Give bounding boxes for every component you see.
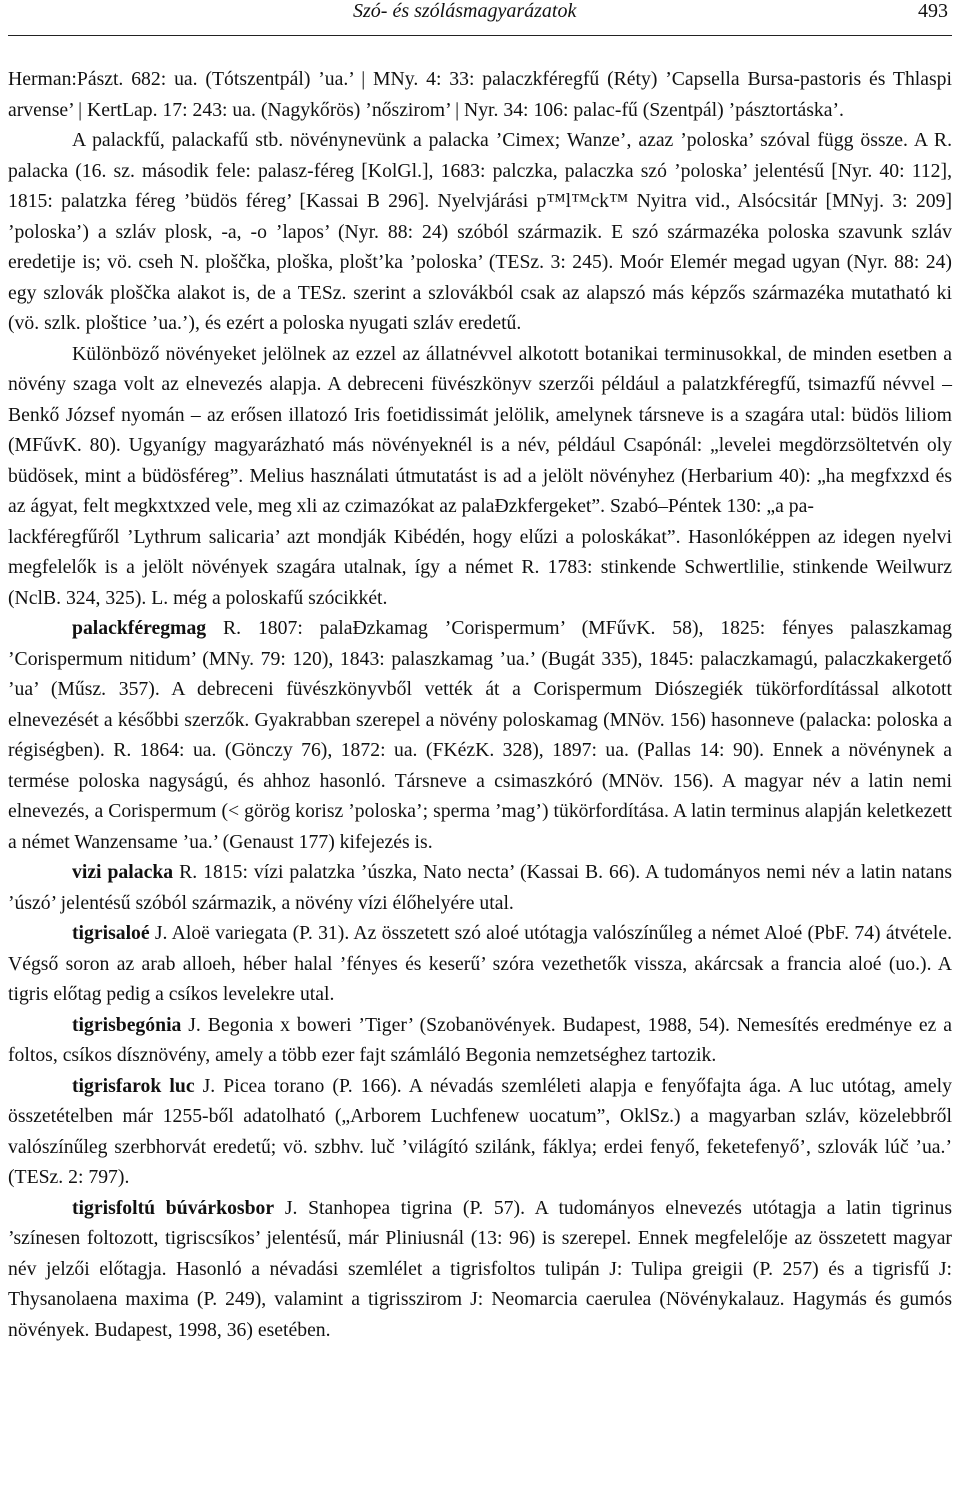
page-header — [8, 0, 952, 36]
entry-paragraph — [8, 1010, 952, 1071]
entry-paragraph — [8, 918, 952, 1010]
paragraph: A palackfű, palackafű stb. növénynevünk a palacka ’Cimex; Wanze’, azaz ’poloska’ szóval függ össze. A R. palacka (16. sz. második fele: palasz-féreg [KolGl.], 1683: palczka, palaczka szó ’poloska’ jelentésű [Nyr. 40: 112], 1815: palatzka féreg ’büdös féreg’ [Kassai B 296]. Nyelvjárási p™l™ck™ Nyitra vid., Alsócsitár [MNyj. 3: 209] ’poloska’) a szláv plosk, -a, -o ’lapos’ (Nyr. 88: 24) szóból származik. E szó származéka poloska szavunk szláv eredetije is; vö. cseh N. ploščka, ploška, plošt’ka ’poloska’ (TESz. 3: 245). Moór Elemér megad ugyan (Nyr. 88: 24) egy szlovák ploščka alakot is, de a TESz. szerint a szlovákból csak az alapszó más képzős származéka mutatható ki (vö. szlk. ploštice ’ua.’), és ezért a poloska nyugati szláv eredetű. — [8, 129, 952, 334]
entry-text: J. Picea torano (P. 166). A névadás szemléleti alapja e fenyőfajta ága. A luc utótag, amely összetételben már 1255-ből adatolható („Arborem Luchfenew uocatum”, OklSz.) a magyarban szláv, közelebbről valószínűleg szerbhorvát eredetű; vö. szbhv. luč ’világító szilánk, fáklya; erdei fenyő, feketefenyő’, szlovák lúč ’ua.’ (TESz. 2: 797). — [8, 1074, 952, 1188]
page-number: 493 — [918, 0, 948, 22]
entry-paragraph — [8, 613, 952, 857]
paragraph: Különböző növényeket jelölnek az ezzel az állatnévvel alkotott botanikai terminusokkal, de minden esetben a növény szaga volt az elnevezés alapja. A debreceni füvészkönyv szerzői például a palatzkféregfű, tsimazfű névvel – Benkő József nyomán – az erősen illatozó Iris foetidissimát jelölik, amelynek társneve is a szagára utal: büdös liliom (MFűvK. 80). Ugyanígy magyarázható más növényeknél is a név, például Csapónál: „levelei megdörzsöltetvén oly büdösek, mint a büdösféreg”. Melius használati útmutatást is ad a jelölt növényhez (Herbarium 40): „ha megfxzxd és az ágyat, felt megkxtxzed vele, meg xli az czimazókat az palaÐzkfergeket”. Szabó–Péntek 130: „a pa- — [8, 342, 952, 517]
entry-text: R. 1815: vízi palatzka ’úszka, Nato necta’ (Kassai B. 66). A tudományos nemi név a latin natans ’úszó’ jelentésű szóból származik, a növény vízi élőhelyére utal. — [8, 861, 952, 914]
paragraph: Herman:Pászt. 682: ua. (Tótszentpál) ’ua.’ | MNy. 4: 33: palaczkféregfű (Réty) ’Capsella Bursa-pastoris és Thlaspi arvense’ | KertLap. 17: 243: ua. (Nagykőrös) ’nőszirom’ | Nyr. 34: 106: palac-fű (Szentpál) ’pásztortáska’. — [8, 68, 952, 121]
entry-paragraph — [8, 1193, 952, 1346]
entry-headword: vizi palacka — [72, 861, 174, 883]
entry-headword: palackféregmag — [72, 617, 207, 639]
entry-text: J. Aloë variegata (P. 31). Az összetett szó aloé utótagja valószínűleg a német Aloé (PbF. 74) átvétele. Végső soron az arab alloeh, héber halal ’fényes és keserű’ szóra vezethetők vissza, akárcsak a francia aloé (uo.). A tigris előtag pedig a csíkos levelekre utal. — [8, 922, 952, 1005]
main-text — [8, 64, 952, 1345]
entry-headword: tigrisbegónia — [72, 1013, 182, 1036]
entry-headword: tigrisaloé — [72, 922, 150, 944]
entry-text: J. Begonia x boweri ’Tiger’ (Szobanövények. Budapest, 1988, 54). Nemesítés eredménye ez a foltos, csíkos dísznövény, amely a több ezer fajt számláló Begonia nemzetséghez tartozik. — [8, 1013, 952, 1066]
entry-paragraph — [8, 857, 952, 918]
entry-paragraph — [8, 1071, 952, 1193]
entry-headword: tigrisfarok luc — [72, 1074, 195, 1097]
running-title: Szó- és szólásmagyarázatok — [353, 0, 577, 22]
entry-text: R. 1807: palaÐzkamag ’Corispermum’ (MFűvK. 58), 1825: fényes palaszkamag ’Corispermum nitidum’ (MNy. 79: 120), 1843: palaszkamag ’ua.’ (Bugát 335), 1845: palaczkamagú, palaczkakergető ’ua’ (Műsz. 357). A debreceni füvészkönyvből vették át a Corispermum Diószegiék tükörfordítással alkotott elnevezését a későbbi szerzők. Gyakrabban szerepel a növény poloskamag (MNöv. 156) hasonneve (palacka: poloska a régiségben). R. 1864: ua. (Gönczy 76), 1872: ua. (FKézK. 328), 1897: ua. (Pallas 14: 90). Ennek a növénynek a termése poloska nagyságú, és ahhoz hasonló. Társneve a csimaszkóró (MNöv. 156). A magyar név a latin nemi elnevezés, a Corispermum (< görög korisz ’poloska’; sperma ’mag’) tükörfordítása. A latin terminus alapján keletkezett a német Wanzensame ’ua.’ (Genaust 177) kifejezés is. — [8, 617, 952, 853]
entry-headword: tigrisfoltú búvárkosbor — [72, 1196, 275, 1219]
entry-text: J. Stanhopea tigrina (P. 57). A tudományos elnevezés utótagja a latin tigrinus ’színesen foltozott, tigriscsíkos’ jelentésű, már Pliniusnál (13: 96) is szerepel. Ennek megfelelője az összetett magyar név jelzői előtagja. Hasonló a névadási szemlélet a tigrisfoltos tulipán J: Tulipa greigii (P. 257) és a tigrisfű J: Thysanolaena maxima (P. 249), valamint a tigrisszirom J: Neomarcia caerulea (Növénykalauz. Hagymás és gumós növények. Budapest, 1998, 36) esetében. — [8, 1196, 952, 1341]
paragraph: lackféregfűről ’Lythrum salicaria’ azt mondják Kibédén, hogy elűzi a poloskákat”. Hasonlóképpen az idegen nyelvi megfelelők is a jelölt növények szagára utalnak, így a német R. 1783: stinkende Schwertlilie, stinkende Weilwurz (NclB. 324, 325). L. még a poloskafű szócikkét. — [8, 525, 952, 609]
